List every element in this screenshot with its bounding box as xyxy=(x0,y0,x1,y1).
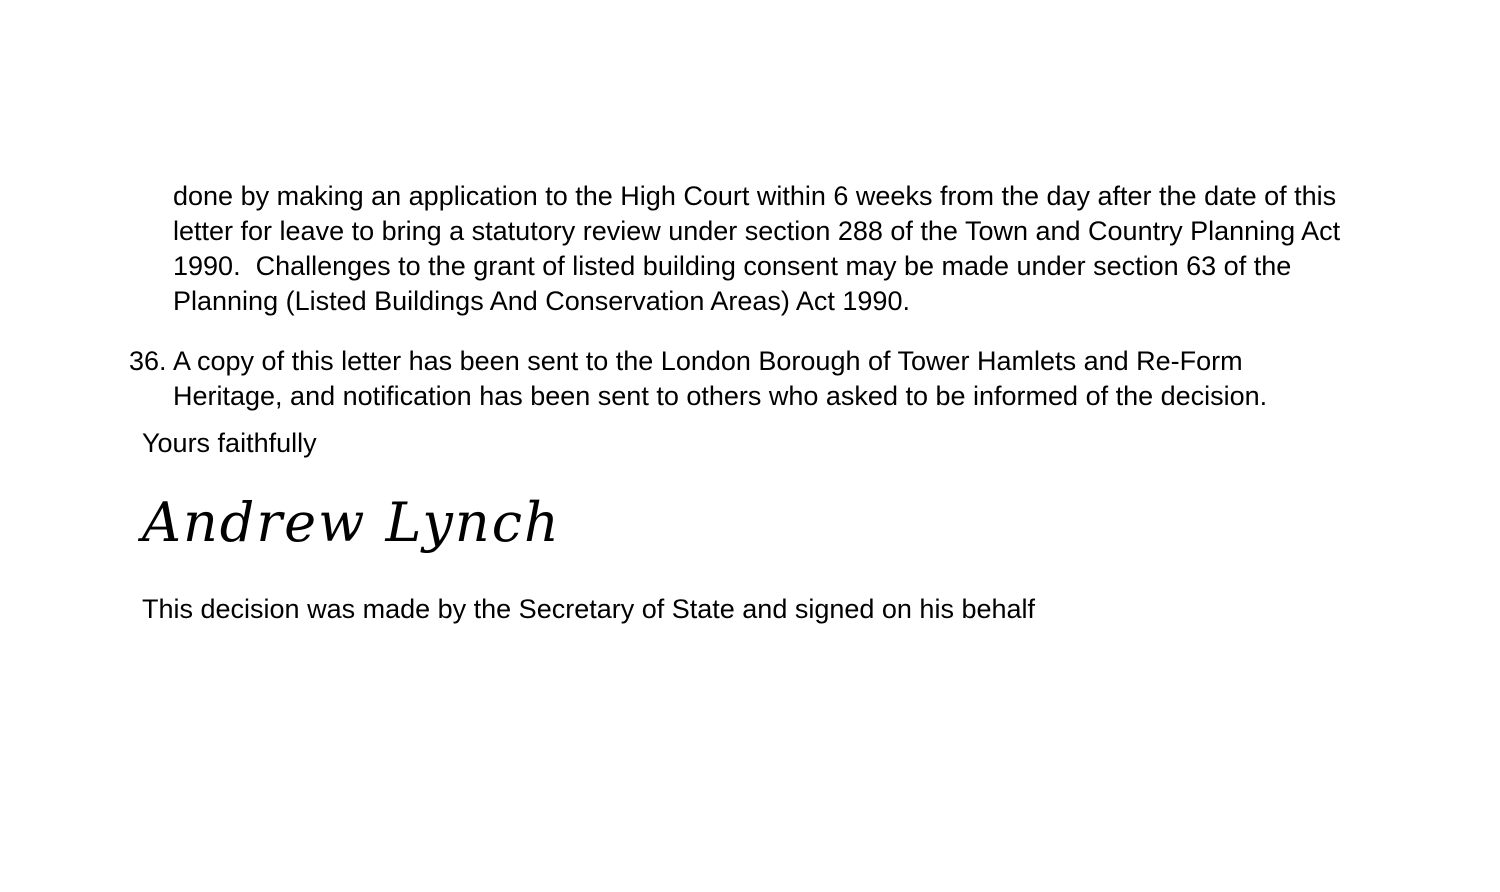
signoff-statement: This decision was made by the Secretary of State and signed on his behalf xyxy=(142,594,1036,624)
closing-salutation: Yours faithfully xyxy=(142,428,317,458)
numbered-paragraph-36 xyxy=(129,344,1500,414)
paragraph-number: 36. xyxy=(129,346,167,376)
signature: Andrew Lynch xyxy=(142,491,561,554)
paragraph-continuation: done by making an application to the High Court within 6 weeks from the day after the date of this letter for leave to bring a statutory review under section 288 of the Town and Country Planning Act 1990. Challenges to the grant of listed building consent may be made under section 63 of the Planning (Listed Buildings And Conservation Areas) Act 1990. xyxy=(173,181,1348,316)
paragraph-text: A copy of this letter has been sent to the London Borough of Tower Hamlets and Re-Form Heritage, and notification has been sent to others who asked to be informed of the decision. xyxy=(173,346,1268,411)
